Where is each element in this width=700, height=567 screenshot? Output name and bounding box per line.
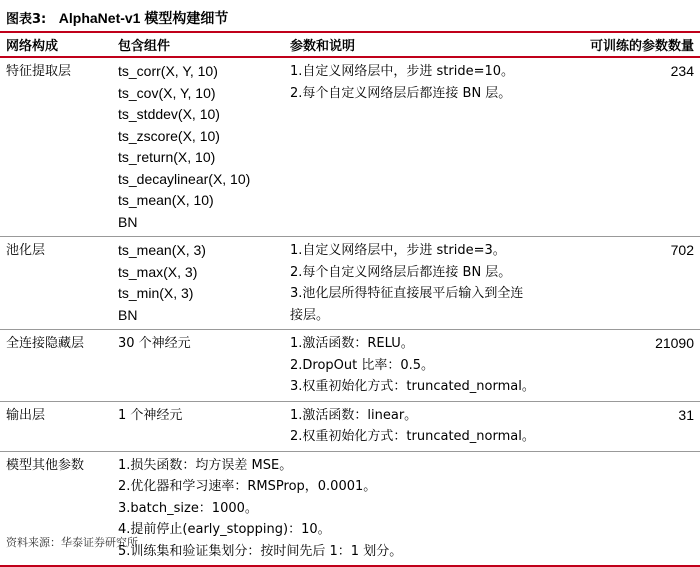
figure-label: 图表3: [6, 12, 47, 27]
layer-name: 全连接隐藏层 [0, 330, 112, 402]
param-item: 1.激活函数：linear。 [290, 407, 418, 423]
other-param-item: 3.batch_size：1000。 [118, 500, 258, 516]
param-item: 1.自定义网络层中，步进 stride=3。 [290, 243, 506, 258]
other-params-cell [112, 451, 700, 566]
header-components: 包含组件 [112, 32, 284, 57]
param-count: 21090 [566, 330, 700, 402]
component-item: ts_min(X, 3) [118, 285, 194, 301]
params-cell [284, 57, 566, 237]
component-item: ts_zscore(X, 10) [118, 127, 220, 144]
header-param-count: 可训练的参数数量 [566, 32, 700, 57]
other-param-item: 1.损失函数：均方误差 MSE。 [118, 457, 293, 473]
source-note: 资料来源：华泰证券研究所 [6, 536, 138, 549]
figure-title [6, 8, 228, 28]
component-item: BN [118, 213, 138, 230]
table-row [0, 401, 700, 451]
layer-name: 池化层 [0, 237, 112, 330]
table-row [0, 57, 700, 237]
header-network: 网络构成 [0, 32, 112, 57]
component-item: ts_stddev(X, 10) [118, 106, 220, 122]
component-item: ts_max(X, 3) [118, 263, 198, 280]
param-count: 31 [566, 401, 700, 451]
components-cell [112, 237, 284, 330]
model-detail-table [0, 31, 700, 567]
param-count: 234 [566, 57, 700, 237]
layer-name: 特征提取层 [0, 57, 112, 237]
table-header-row [0, 32, 700, 57]
param-item: 2.每个自定义网络层后都连接 BN 层。 [290, 85, 512, 101]
param-item: 2.DropOut 比率：0.5。 [290, 357, 435, 373]
params-cell [284, 401, 566, 451]
components-cell [112, 57, 284, 237]
param-item: 接层。 [290, 307, 330, 323]
component-item: BN [118, 306, 138, 323]
param-item: 3.权重初始化方式：truncated_normal。 [290, 379, 535, 394]
figure-title-text: AlphaNet-v1 模型构建细节 [58, 10, 229, 26]
param-item: 2.权重初始化方式：truncated_normal。 [290, 429, 535, 444]
component-item: ts_return(X, 10) [118, 149, 216, 165]
component-item: ts_corr(X, Y, 10) [118, 63, 218, 79]
component-item: ts_mean(X, 3) [118, 242, 206, 258]
other-param-item: 2.优化器和学习速率：RMSProp，0.0001。 [118, 479, 377, 494]
layer-name: 模型其他参数 [0, 451, 112, 566]
other-param-item: 4.提前停止(early_stopping)：10。 [118, 522, 331, 537]
param-item: 1.激活函数：RELU。 [290, 336, 414, 351]
table-row [0, 237, 700, 330]
components-cell [112, 330, 284, 402]
param-item: 3.池化层所得特征直接展平后输入到全连 [290, 286, 524, 301]
params-cell [284, 330, 566, 402]
header-params: 参数和说明 [284, 32, 566, 57]
table-row [0, 330, 700, 402]
params-cell [284, 237, 566, 330]
component-item: ts_mean(X, 10) [118, 192, 214, 208]
components-cell [112, 401, 284, 451]
component-item: ts_cov(X, Y, 10) [118, 84, 216, 101]
layer-name: 输出层 [0, 401, 112, 451]
param-count: 702 [566, 237, 700, 330]
other-param-item: 5.训练集和验证集划分：按时间先后 1：1 划分。 [118, 543, 403, 559]
component-item: 1 个神经元 [118, 407, 183, 423]
component-item: 30 个神经元 [118, 336, 191, 351]
component-item: ts_decaylinear(X, 10) [118, 170, 251, 187]
param-item: 2.每个自定义网络层后都连接 BN 层。 [290, 264, 512, 280]
param-item: 1.自定义网络层中，步进 stride=10。 [290, 64, 515, 79]
